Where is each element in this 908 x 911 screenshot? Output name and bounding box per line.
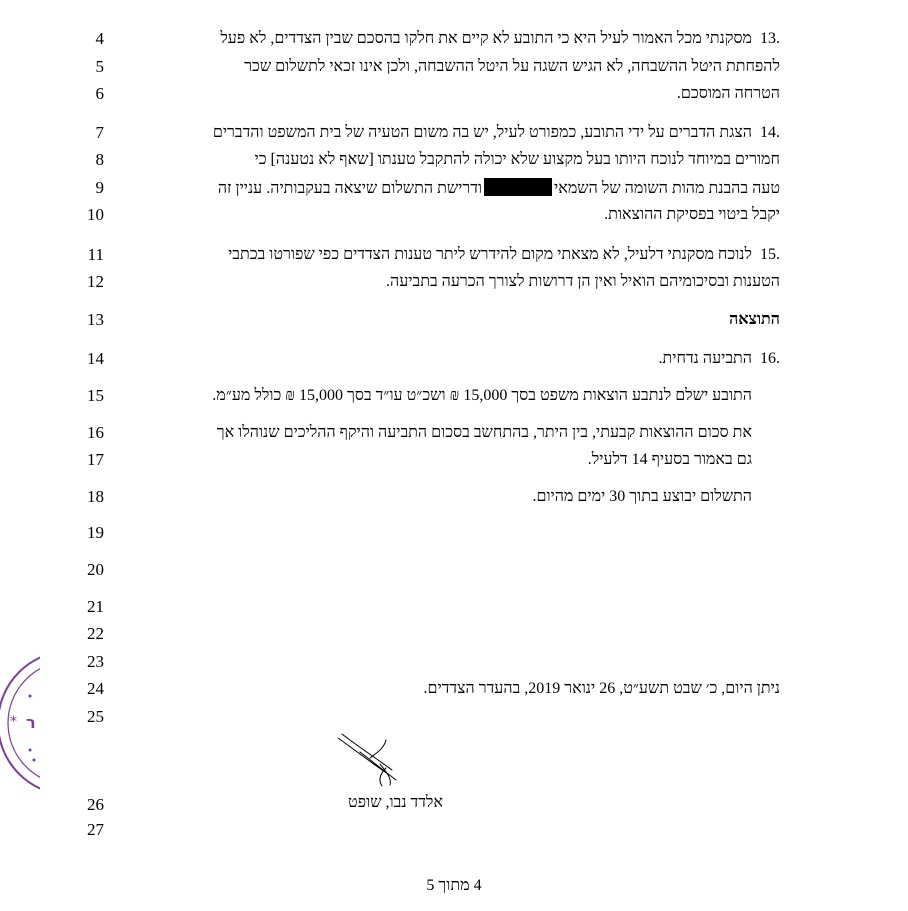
paragraph-number: 13. [760, 30, 780, 47]
paragraph-number: 15. [760, 246, 780, 263]
paragraph-15-line: לנוכח מסקנתי דלעיל, לא מצאתי מקום להידרש ליתר טענות הצדדים כפי שפורטו בכתבי [228, 246, 752, 263]
line-number: 11 [87, 245, 104, 264]
line-number: 5 [95, 57, 104, 76]
line-number: 23 [87, 652, 104, 671]
paragraph-number: 14. [760, 124, 780, 141]
line-number: 14 [87, 349, 104, 368]
paragraph-14-line-redacted [218, 178, 780, 199]
section-heading-result: התוצאה [729, 311, 780, 328]
paragraph-14-line: חמורים במיוחד לנוכח היותו בעל מקצוע שלא יכולה להתקבל טענתו [שאף לא נטענה] כי [254, 151, 780, 168]
judge-signature: אלדד נבו, שופט [348, 794, 443, 811]
paragraph-15-line: הטענות ובסיכומיהם הואיל ואין הן דרושות לצורך הכרעה בתביעה. [386, 273, 780, 290]
paragraph-14-text-part: ודרישת התשלום שיצאה בעקבותיה. עניין זה [217, 180, 483, 197]
line-number: 22 [87, 624, 104, 643]
paragraph-14-text-part: טעה בהבנת מהות השומה של השמאי [554, 180, 780, 197]
paragraph-number: 16. [760, 350, 780, 367]
paragraph-13-line: הטרחה המוסכם. [676, 85, 780, 102]
line-number: 7 [95, 123, 104, 142]
line-number: 6 [95, 84, 104, 103]
line-number: 16 [87, 423, 104, 442]
paragraph-14-line: הצגת הדברים על ידי התובע, כמפורט לעיל, יש בה משום הטעיה של בית המשפט והדברים [212, 124, 752, 141]
line-number: 10 [87, 205, 104, 224]
line-number: 13 [87, 310, 104, 329]
court-seal [0, 648, 40, 798]
line-number: 20 [87, 560, 104, 579]
costs-reason-line: את סכום ההוצאות קבעתי, בין היתר, בהתחשב בסכום התביעה והיקף ההליכים שנוהלו אך [216, 424, 752, 441]
redaction-block [484, 178, 552, 196]
payment-line: התשלום יבוצע בתוך 30 ימים מהיום. [532, 488, 752, 505]
costs-reason-line: גם באמור בסעיף 14 דלעיל. [587, 451, 752, 468]
line-number: 17 [87, 450, 104, 469]
signature-scribble [330, 730, 420, 790]
given-date-line: ניתן היום, כ׳ שבט תשע״ט, 26 ינואר 2019, בהעדר הצדדים. [423, 680, 780, 697]
page-footer: 4 מתוך 5 [426, 877, 482, 894]
line-number: 9 [95, 178, 104, 197]
paragraph-14-line: יקבל ביטוי בפסיקת ההוצאות. [604, 206, 780, 223]
line-number: 4 [95, 29, 104, 48]
line-number: 21 [87, 597, 104, 616]
line-number: 8 [95, 150, 104, 169]
line-number: 15 [87, 386, 104, 405]
svg-text:*: * [10, 714, 17, 730]
paragraph-13-line: להפחתת היטל ההשבחה, לא הגיש השגה על היטל ההשבחה, ולכן אינו זכאי לתשלום שכר [244, 58, 780, 75]
paragraph-16-line: התביעה נדחית. [658, 350, 752, 367]
line-number: 12 [87, 272, 104, 291]
line-number: 19 [87, 523, 104, 542]
paragraph-13-line: מסקנתי מכל האמור לעיל היא כי התובע לא קיים את חלקו בהסכם שבין הצדדים, לא פעל [220, 30, 752, 47]
line-number: 18 [87, 487, 104, 506]
line-number: 25 [87, 707, 104, 726]
svg-text:ר: ר [26, 713, 36, 732]
line-number: 26 [87, 795, 104, 814]
costs-line: התובע ישלם לנתבע הוצאות משפט בסך 15,000 ₪ ושכ״ט עו״ד בסך 15,000 ₪ כולל מע״מ. [212, 387, 752, 404]
line-number: 24 [87, 679, 104, 698]
line-number: 27 [87, 820, 104, 839]
